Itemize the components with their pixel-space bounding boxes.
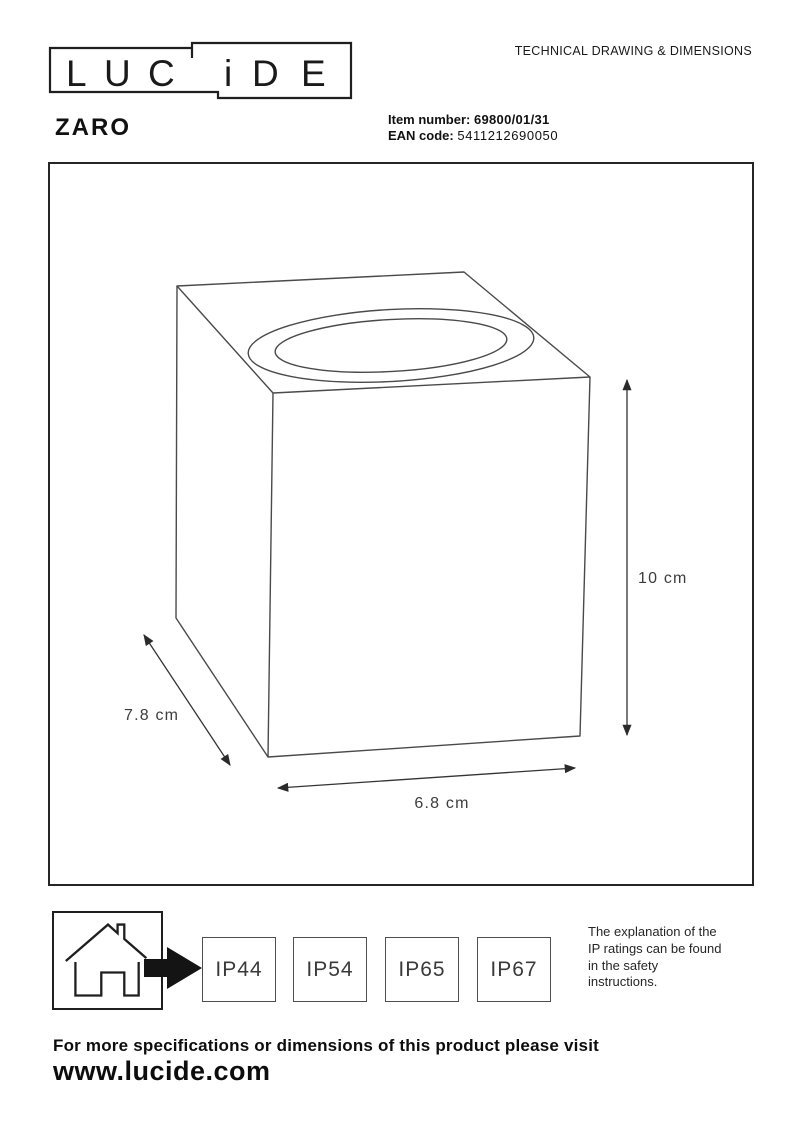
recess-ellipse-inner xyxy=(274,313,509,378)
recess-ellipses xyxy=(246,302,536,390)
item-info-block xyxy=(388,112,558,143)
logo-letter: C xyxy=(148,53,175,94)
ean-row xyxy=(388,128,558,144)
product-drawing xyxy=(50,164,752,884)
ean-value: 5411212690050 xyxy=(457,127,559,143)
width-dimension-label: 6.8 cm xyxy=(414,795,470,812)
document-title: TECHNICAL DRAWING & DIMENSIONS xyxy=(514,44,752,58)
ip-ratings-note xyxy=(588,924,763,991)
item-number-row xyxy=(388,112,558,128)
ip-rating-badge: IP44 xyxy=(202,937,276,1002)
ip-note-line: in the safety xyxy=(588,957,659,973)
width-dimension-line xyxy=(278,768,575,788)
ip-rating-badge: IP54 xyxy=(293,937,367,1002)
height-dimension-label: 10 cm xyxy=(638,570,688,587)
dimension-lines xyxy=(144,380,627,788)
item-number-value: 69800/01/31 xyxy=(473,112,550,127)
ip-rating-badge: IP67 xyxy=(477,937,551,1002)
arrow-icon xyxy=(140,944,206,992)
depth-dimension-line xyxy=(144,635,230,765)
recess-ellipse-outer xyxy=(246,302,536,390)
ip-rating-badge: IP65 xyxy=(385,937,459,1002)
logo-letter: E xyxy=(301,53,326,94)
product-outline xyxy=(176,272,590,757)
footer-website: www.lucide.com xyxy=(53,1056,271,1086)
ip-note-line: instructions. xyxy=(588,974,658,990)
ip-note-line: The explanation of the xyxy=(588,924,717,939)
depth-dimension-label: 7.8 cm xyxy=(124,707,180,724)
logo-letter: D xyxy=(252,53,279,94)
logo-letter: U xyxy=(104,53,131,94)
logo-letter: L xyxy=(66,53,87,94)
item-number-label: Item number: xyxy=(388,112,471,127)
lucide-logo xyxy=(0,0,380,110)
footer-visit-text: For more specifications or dimensions of this product please visit xyxy=(53,1036,599,1055)
product-name: ZARO xyxy=(55,114,131,141)
ip-note-line: IP ratings can be found xyxy=(588,940,722,956)
drawing-frame xyxy=(48,162,754,886)
logo-letter: i xyxy=(224,53,233,94)
ean-label: EAN code: xyxy=(388,127,454,143)
